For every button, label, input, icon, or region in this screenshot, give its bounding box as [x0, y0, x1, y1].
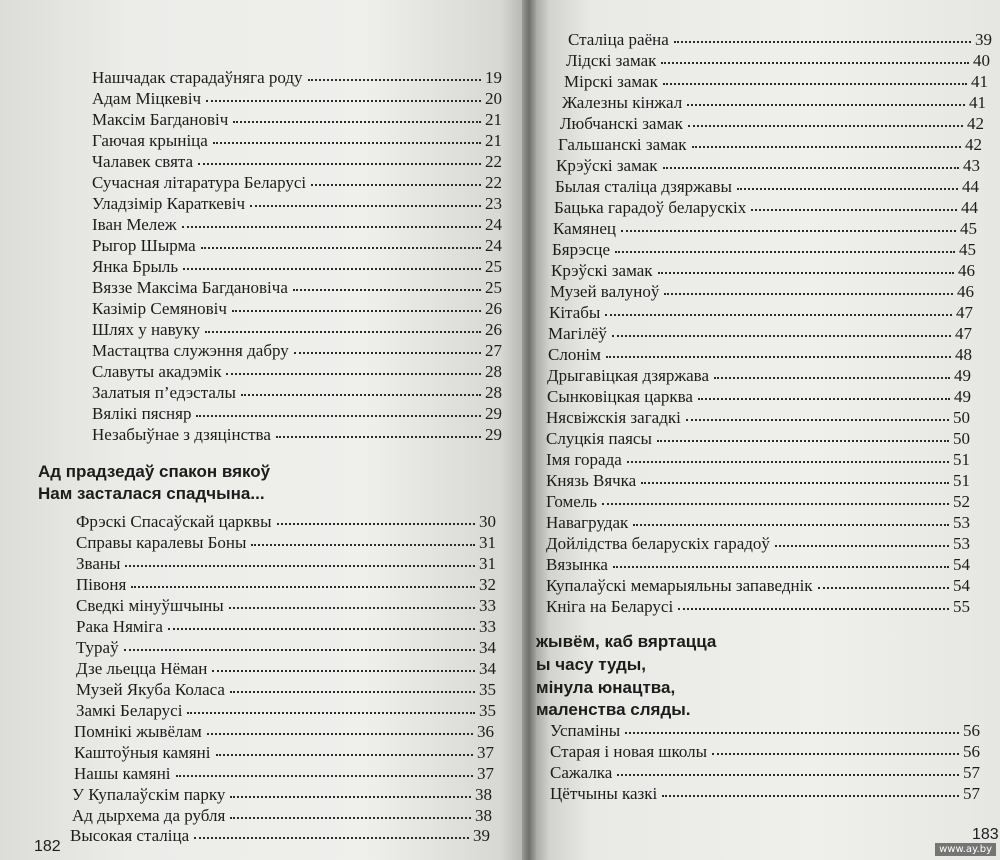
leader-dots: [658, 272, 954, 274]
toc-entry-page: 49: [954, 387, 971, 406]
toc-entry: [74, 764, 494, 784]
toc-entry-page: 48: [955, 345, 972, 364]
toc-entry-title: Нясвіжскія загадкі: [546, 408, 681, 427]
leader-dots: [712, 753, 959, 755]
toc-entry-title: Купалаўскі мемарыяльны запаведнік: [546, 576, 813, 595]
toc-entry-title: Жалезны кінжал: [562, 93, 683, 112]
toc-entry: [92, 152, 502, 172]
toc-entry-title: Замкі Беларусі: [76, 701, 183, 720]
toc-entry-page: 41: [969, 93, 986, 112]
leader-dots: [229, 607, 475, 609]
toc-entry-title: Дойлідства беларускіх гарадоў: [546, 534, 770, 553]
toc-entry: [547, 387, 971, 407]
toc-entry: [72, 785, 492, 805]
leader-dots: [198, 163, 481, 165]
leader-dots: [293, 289, 481, 291]
toc-entry-title: У Купалаўскім парку: [72, 785, 226, 804]
toc-entry: [76, 617, 496, 637]
leader-dots: [698, 398, 950, 400]
toc-entry-title: Гомель: [546, 492, 598, 511]
toc-entry-page: 57: [963, 784, 980, 803]
toc-entry-title: Сынковіцкая царква: [547, 387, 693, 406]
toc-entry: [552, 240, 976, 260]
leader-dots: [205, 331, 481, 333]
toc-entry-title: Дзе льецца Нёман: [76, 659, 208, 678]
leader-dots: [182, 226, 481, 228]
toc-entry: [558, 135, 982, 155]
section-heading-line2: Нам засталася спадчына...: [38, 484, 265, 503]
toc-entry: [92, 299, 502, 319]
toc-entry-page: 27: [485, 341, 502, 360]
toc-entry-page: 57: [963, 763, 980, 782]
leader-dots: [605, 314, 952, 316]
leader-dots: [233, 121, 481, 123]
toc-entry-page: 24: [485, 215, 502, 234]
leader-dots: [230, 796, 471, 798]
toc-entry-title: Фрэскі Спасаўскай царквы: [76, 512, 272, 531]
toc-entry-page: 35: [479, 701, 496, 720]
toc-entry: [92, 131, 502, 151]
toc-entry: [92, 362, 502, 382]
toc-entry: [76, 596, 496, 616]
toc-entry: [546, 408, 970, 428]
toc-entry-title: Адам Міцкевіч: [92, 89, 202, 108]
toc-entry-page: 47: [956, 303, 973, 322]
toc-entry-title: Дрыгавіцкая дзяржава: [547, 366, 710, 385]
toc-entry-title: Цётчыны казкі: [550, 784, 658, 803]
toc-entry: [548, 324, 972, 344]
toc-entry: [76, 512, 496, 532]
toc-entry-title: Іван Мележ: [92, 215, 177, 234]
toc-entry: [76, 680, 496, 700]
toc-entry-page: 44: [961, 198, 978, 217]
leader-dots: [207, 733, 473, 735]
leader-dots: [230, 691, 475, 693]
leader-dots: [213, 142, 481, 144]
leader-dots: [661, 62, 969, 64]
toc-entry-page: 26: [485, 320, 502, 339]
toc-entry: [546, 492, 970, 512]
toc-entry-title: Крэўскі замак: [551, 261, 653, 280]
leader-dots: [714, 377, 950, 379]
toc-entry-title: Шлях у навуку: [92, 320, 201, 339]
toc-entry-title: Сучасная літаратура Беларусі: [92, 173, 307, 192]
toc-entry: [546, 429, 970, 449]
leader-dots: [615, 251, 955, 253]
toc-entry: [92, 110, 502, 130]
toc-entry-title: Бацька гарадоў беларускіх: [554, 198, 747, 217]
leader-dots: [678, 608, 949, 610]
toc-entry: [556, 156, 980, 176]
toc-entry-page: 38: [475, 785, 492, 804]
toc-entry-page: 56: [963, 721, 980, 740]
page-number-left: 182: [34, 838, 61, 855]
leader-dots: [692, 146, 961, 148]
toc-entry: [562, 93, 986, 113]
leader-dots: [226, 373, 481, 375]
toc-entry-page: 51: [953, 471, 970, 490]
toc-entry-title: Гальшанскі замак: [558, 135, 687, 154]
leader-dots: [196, 415, 481, 417]
toc-entry-page: 52: [953, 492, 970, 511]
toc-entry-page: 56: [963, 742, 980, 761]
toc-entry-page: 39: [473, 826, 490, 845]
toc-entry-page: 45: [959, 240, 976, 259]
toc-entry-page: 25: [485, 278, 502, 297]
toc-entry-title: Музей Якуба Коласа: [76, 680, 225, 699]
toc-entry-title: Вялікі пясняр: [92, 404, 192, 423]
toc-entry-title: Лідскі замак: [566, 51, 657, 70]
toc-entry: [546, 534, 970, 554]
toc-entry-title: Уладзімір Караткевіч: [92, 194, 246, 213]
toc-entry: [76, 659, 496, 679]
leader-dots: [818, 587, 949, 589]
toc-entry: [549, 303, 973, 323]
toc-entry: [550, 721, 980, 741]
toc-entry-page: 43: [963, 156, 980, 175]
toc-entry-page: 26: [485, 299, 502, 318]
toc-entry-page: 42: [965, 135, 982, 154]
toc-entry-page: 47: [955, 324, 972, 343]
toc-entry: [92, 383, 502, 403]
toc-entry-title: Залатыя п’едэсталы: [92, 383, 236, 402]
leader-dots: [216, 754, 474, 756]
toc-entry-title: Камянец: [553, 219, 616, 238]
toc-entry: [92, 173, 502, 193]
toc-entry-title: Навагрудак: [546, 513, 629, 532]
toc-entry-page: 38: [475, 806, 492, 825]
toc-entry-page: 34: [479, 659, 496, 678]
toc-entry-page: 28: [485, 362, 502, 381]
toc-entry: [546, 471, 970, 491]
toc-entry-page: 53: [953, 534, 970, 553]
leader-dots: [657, 440, 949, 442]
toc-entry-page: 46: [958, 261, 975, 280]
toc-entry-page: 40: [973, 51, 990, 70]
toc-entry: [92, 68, 502, 88]
toc-entry-page: 36: [477, 722, 494, 741]
toc-entry-title: Князь Вячка: [546, 471, 637, 490]
toc-entry-page: 21: [485, 131, 502, 150]
toc-entry-title: Вяззе Максіма Багдановіча: [92, 278, 288, 297]
leader-dots: [617, 774, 959, 776]
toc-entry-title: Музей валуноў: [550, 282, 660, 301]
section-heading-line1: Ад прадзедаў спакон вякоў: [38, 462, 271, 481]
toc-entry-title: Рака Няміга: [76, 617, 163, 636]
toc-entry: [92, 278, 502, 298]
leader-dots: [232, 310, 481, 312]
leader-dots: [277, 523, 476, 525]
toc-entry-title: Кітабы: [549, 303, 601, 322]
toc-entry: [564, 72, 988, 92]
toc-entry: [92, 215, 502, 235]
toc-entry-title: Казімір Семяновіч: [92, 299, 227, 318]
toc-entry-title: Нашчадак старадаўняга роду: [92, 68, 303, 87]
toc-entry: [74, 722, 494, 742]
toc-entry-page: 51: [953, 450, 970, 469]
leader-dots: [276, 436, 481, 438]
leader-dots: [662, 795, 959, 797]
leader-dots: [664, 293, 953, 295]
toc-entry: [553, 219, 977, 239]
toc-entry-title: Славуты акадэмік: [92, 362, 222, 381]
leader-dots: [176, 775, 473, 777]
toc-entry-title: Ад дырхема да рубля: [72, 806, 226, 825]
leader-dots: [612, 335, 951, 337]
toc-entry-title: Званы: [76, 554, 121, 573]
leader-dots: [606, 356, 951, 358]
toc-entry-page: 22: [485, 173, 502, 192]
toc-entry: [92, 194, 502, 214]
toc-entry-title: Півоня: [76, 575, 127, 594]
leader-dots: [206, 100, 481, 102]
toc-entry: [546, 597, 970, 617]
leader-dots: [251, 544, 475, 546]
toc-entry-title: Крэўскі замак: [556, 156, 658, 175]
toc-entry-title: Імя горада: [546, 450, 622, 469]
toc-entry-page: 21: [485, 110, 502, 129]
toc-entry-page: 39: [975, 30, 992, 49]
toc-entry-title: Гаючая крыніца: [92, 131, 208, 150]
toc-entry-page: 42: [967, 114, 984, 133]
toc-entry-title: Чалавек свята: [92, 152, 194, 171]
leader-dots: [308, 79, 481, 81]
leader-dots: [663, 83, 967, 85]
leader-dots: [627, 461, 949, 463]
toc-entry: [76, 701, 496, 721]
toc-entry: [548, 345, 972, 365]
toc-entry: [72, 806, 492, 826]
leader-dots: [674, 41, 971, 43]
toc-entry-title: Высокая сталіца: [70, 826, 190, 845]
toc-entry-page: 54: [953, 576, 970, 595]
toc-entry-title: Максім Багдановіч: [92, 110, 229, 129]
toc-entry: [76, 554, 496, 574]
leader-dots: [311, 184, 481, 186]
leader-dots: [194, 837, 469, 839]
toc-entry-page: 32: [479, 575, 496, 594]
leader-dots: [250, 205, 481, 207]
toc-entry-title: Кніга на Беларусі: [546, 597, 674, 616]
toc-entry-title: Слуцкія паясы: [546, 429, 652, 448]
toc-entry-title: Старая і новая школы: [550, 742, 708, 761]
toc-entry: [76, 533, 496, 553]
section-heading-line3: мінула юнацтва,: [536, 678, 676, 697]
toc-entry-title: Рыгор Шырма: [92, 236, 196, 255]
right-page: [536, 0, 1000, 860]
leader-dots: [775, 545, 949, 547]
leader-dots: [602, 503, 949, 505]
toc-entry-page: 23: [485, 194, 502, 213]
toc-entry: [92, 320, 502, 340]
toc-entry: [551, 261, 975, 281]
leader-dots: [621, 230, 956, 232]
leader-dots: [124, 649, 475, 651]
toc-entry-page: 34: [479, 638, 496, 657]
toc-entry: [92, 236, 502, 256]
toc-entry: [74, 743, 494, 763]
leader-dots: [212, 670, 475, 672]
section-heading-line1: жывём, каб вяртацца: [536, 632, 717, 651]
leader-dots: [241, 394, 481, 396]
leader-dots: [613, 566, 949, 568]
toc-entry: [76, 638, 496, 658]
toc-entry: [550, 742, 980, 762]
toc-entry-page: 30: [479, 512, 496, 531]
leader-dots: [688, 125, 963, 127]
toc-entry: [76, 575, 496, 595]
toc-entry-page: 45: [960, 219, 977, 238]
toc-entry-page: 25: [485, 257, 502, 276]
toc-entry: [550, 763, 980, 783]
toc-entry-page: 44: [962, 177, 979, 196]
toc-entry: [92, 257, 502, 277]
toc-entry: [70, 826, 490, 846]
leader-dots: [625, 732, 959, 734]
toc-entry: [546, 576, 970, 596]
section-heading-line2: ы часу туды,: [536, 655, 647, 674]
leader-dots: [131, 586, 475, 588]
toc-entry-page: 31: [479, 554, 496, 573]
toc-entry: [547, 366, 971, 386]
toc-entry-page: 49: [954, 366, 971, 385]
leader-dots: [294, 352, 481, 354]
toc-entry-page: 50: [953, 408, 970, 427]
toc-entry-title: Справы каралевы Боны: [76, 533, 247, 552]
toc-entry: [546, 513, 970, 533]
toc-entry-page: 46: [957, 282, 974, 301]
leader-dots: [187, 712, 475, 714]
toc-entry-page: 41: [971, 72, 988, 91]
leader-dots: [230, 817, 471, 819]
leader-dots: [687, 104, 965, 106]
leader-dots: [751, 209, 957, 211]
toc-entry-title: Каштоўныя камяні: [74, 743, 211, 762]
leader-dots: [168, 628, 475, 630]
leader-dots: [183, 268, 481, 270]
toc-entry-title: Мірскі замак: [564, 72, 658, 91]
page-number-right: 183: [972, 826, 999, 843]
toc-entry-title: Мастацтва служэння дабру: [92, 341, 289, 360]
toc-entry-title: Любчанскі замак: [560, 114, 683, 133]
toc-entry-title: Магілёў: [548, 324, 607, 343]
leader-dots: [641, 482, 949, 484]
watermark: www.ay.by: [935, 843, 996, 856]
toc-entry: [560, 114, 984, 134]
toc-entry-title: Сведкі мінуўшчыны: [76, 596, 224, 615]
toc-entry: [546, 450, 970, 470]
toc-entry: [92, 425, 502, 445]
toc-entry-title: Незабыўнае з дзяцінства: [92, 425, 271, 444]
toc-entry: [92, 341, 502, 361]
toc-entry-page: 29: [485, 425, 502, 444]
leader-dots: [737, 188, 958, 190]
toc-entry: [550, 282, 974, 302]
toc-entry: [554, 198, 978, 218]
toc-entry-title: Бярэсце: [552, 240, 610, 259]
toc-entry-page: 24: [485, 236, 502, 255]
toc-entry-title: Слонім: [548, 345, 601, 364]
toc-entry: [92, 404, 502, 424]
toc-entry: [546, 555, 970, 575]
toc-entry-page: 53: [953, 513, 970, 532]
toc-entry-page: 20: [485, 89, 502, 108]
section-heading-line4: маленства сляды.: [536, 700, 691, 719]
toc-entry-page: 31: [479, 533, 496, 552]
toc-entry-title: Янка Брыль: [92, 257, 179, 276]
toc-entry-title: Сталіца раёна: [568, 30, 669, 49]
toc-entry-page: 37: [477, 743, 494, 762]
toc-entry-page: 19: [485, 68, 502, 87]
toc-entry-page: 22: [485, 152, 502, 171]
toc-entry: [92, 89, 502, 109]
leader-dots: [201, 247, 481, 249]
leader-dots: [633, 524, 949, 526]
toc-entry-title: Тураў: [76, 638, 119, 657]
toc-entry-title: Помнікі жывёлам: [74, 722, 202, 741]
toc-entry-title: Былая сталіца дзяржавы: [555, 177, 732, 196]
toc-entry-page: 28: [485, 383, 502, 402]
toc-entry-title: Успаміны: [550, 721, 621, 740]
toc-entry-page: 35: [479, 680, 496, 699]
toc-entry-page: 55: [953, 597, 970, 616]
toc-entry: [550, 784, 980, 804]
toc-entry-title: Нашы камяні: [74, 764, 171, 783]
toc-entry-page: 50: [953, 429, 970, 448]
toc-entry: [555, 177, 979, 197]
toc-entry: [568, 30, 992, 50]
toc-entry-page: 54: [953, 555, 970, 574]
toc-entry-page: 33: [479, 617, 496, 636]
toc-entry-title: Сажалка: [550, 763, 613, 782]
leader-dots: [663, 167, 959, 169]
toc-entry-page: 37: [477, 764, 494, 783]
book-gutter: [522, 0, 536, 860]
toc-entry-title: Вязынка: [546, 555, 608, 574]
leader-dots: [686, 419, 949, 421]
toc-entry: [566, 51, 990, 71]
toc-entry-page: 29: [485, 404, 502, 423]
toc-entry-page: 33: [479, 596, 496, 615]
leader-dots: [125, 565, 475, 567]
